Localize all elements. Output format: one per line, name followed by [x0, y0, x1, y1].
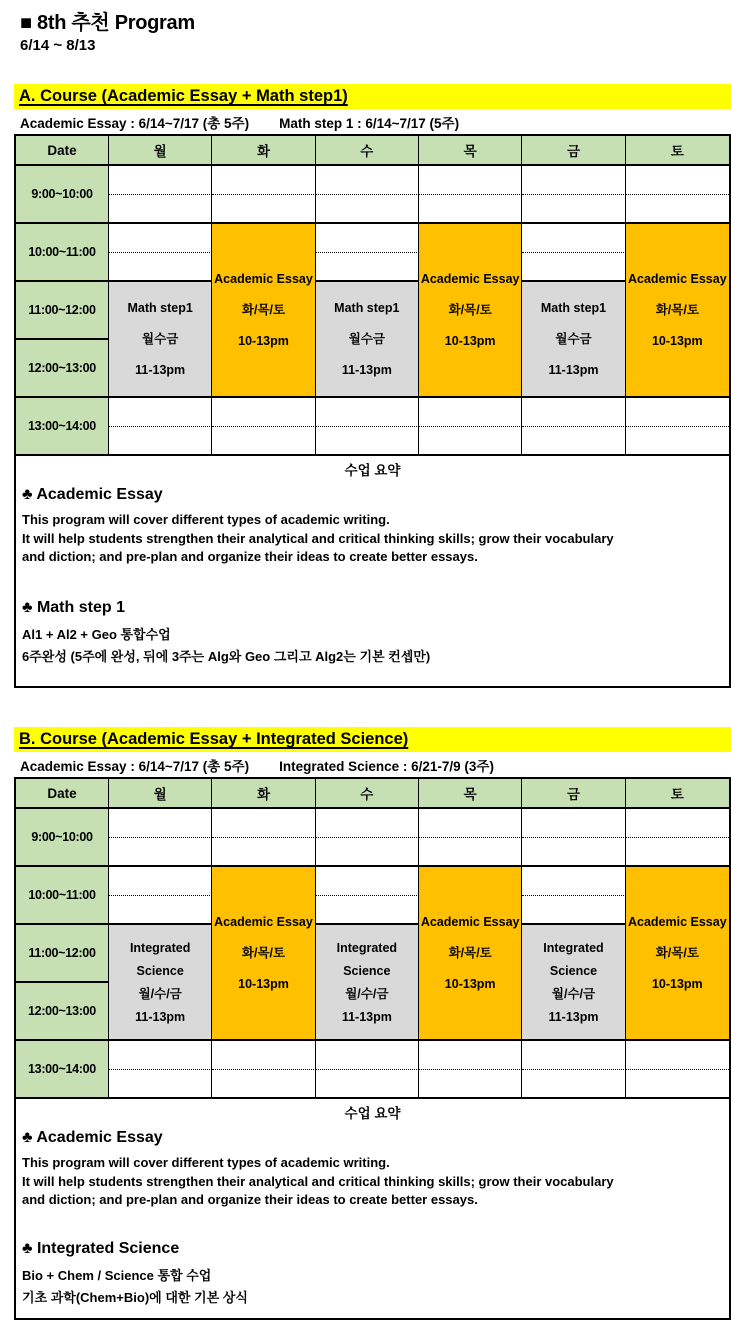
empty-slot	[626, 427, 729, 456]
block-line: Math step1	[334, 301, 400, 315]
block-line: 11-13pm	[135, 1009, 186, 1024]
empty-slot	[419, 166, 522, 195]
summary-text-line: and diction; and pre-plan and organize their ideas to create better essays.	[22, 549, 478, 564]
empty-slot	[109, 838, 212, 867]
block-line: 10-13pm	[651, 977, 703, 991]
class-block-academic-essay	[626, 224, 729, 398]
empty-slot	[316, 398, 419, 427]
class-block-math	[522, 282, 625, 398]
empty-slot	[109, 166, 212, 195]
summary-heading-academic-essay: ♣ Academic Essay	[22, 1129, 163, 1146]
empty-slot	[316, 253, 419, 282]
course-b-note-right: Integrated Science : 6/21-7/9 (3주)	[279, 759, 494, 774]
summary-text-line: and diction; and pre-plan and organize their ideas to create better essays.	[22, 1192, 478, 1207]
block-line: 11-13pm	[341, 363, 392, 377]
block-line: 월/수/금	[345, 986, 389, 1001]
block-line: Integrated	[129, 940, 191, 955]
empty-slot	[109, 253, 212, 282]
block-line: 월수금	[142, 332, 179, 346]
summary-text-line: 6주완성 (5주에 완성, 뒤에 3주는 Alg와 Geo 그리고 Alg2는 기본 컨셉만)	[22, 648, 431, 664]
empty-slot	[522, 867, 625, 896]
column-header-tue: 화	[212, 779, 315, 809]
class-block-academic-essay	[212, 224, 315, 398]
course-a-panel	[14, 134, 731, 688]
empty-slot	[212, 427, 315, 456]
empty-slot	[109, 809, 212, 838]
column-header-tue: 화	[212, 136, 315, 166]
empty-slot	[109, 896, 212, 925]
summary-title: 수업 요약	[344, 1106, 401, 1121]
block-line: 11-13pm	[548, 1009, 599, 1024]
empty-slot	[109, 224, 212, 253]
block-line: 10-13pm	[238, 334, 289, 348]
time-slot-label: 9:00~10:00	[16, 166, 109, 224]
summary-text-line: Al1 + Al2 + Geo 통합수업	[22, 626, 171, 642]
block-line: Academic Essay	[627, 272, 727, 286]
empty-slot	[419, 195, 522, 224]
summary-heading-academic-essay: ♣ Academic Essay	[22, 486, 163, 503]
column-header-date: Date	[16, 136, 109, 166]
empty-slot	[316, 1070, 419, 1099]
empty-slot	[522, 838, 625, 867]
empty-slot	[316, 224, 419, 253]
empty-slot	[626, 838, 729, 867]
block-line: 10-13pm	[444, 334, 496, 348]
empty-slot	[316, 867, 419, 896]
block-line: 11-13pm	[135, 363, 186, 377]
course-a-heading: A. Course (Academic Essay + Math step1)	[19, 87, 348, 105]
block-line: 화/목/토	[241, 303, 286, 317]
column-header-sat: 토	[626, 136, 729, 166]
block-line: 10-13pm	[651, 334, 703, 348]
class-block-integrated-science	[522, 925, 625, 1041]
empty-slot	[522, 1070, 625, 1099]
summary-heading-math: ♣ Math step 1	[22, 598, 125, 616]
empty-slot	[212, 838, 315, 867]
block-line: 10-13pm	[444, 977, 496, 991]
summary-text-line: It will help students strengthen their analytical and critical thinking skills; grow their vocabulary	[22, 530, 614, 546]
empty-slot	[316, 195, 419, 224]
time-slot-label: 11:00~12:00	[16, 282, 109, 340]
block-line: 11-13pm	[341, 1009, 392, 1024]
empty-slot	[316, 427, 419, 456]
course-a-schedule-note	[20, 112, 459, 132]
empty-slot	[626, 166, 729, 195]
time-slot-label: 9:00~10:00	[16, 809, 109, 867]
empty-slot	[109, 1070, 212, 1099]
class-block-academic-essay	[212, 867, 315, 1041]
block-line: 화/목/토	[241, 946, 286, 960]
column-header-thu: 목	[419, 779, 522, 809]
class-block-math	[316, 282, 419, 398]
block-line: Math step1	[540, 301, 607, 315]
empty-slot	[419, 1070, 522, 1099]
time-slot-label: 12:00~13:00	[16, 983, 109, 1041]
empty-slot	[419, 1041, 522, 1070]
empty-slot	[522, 427, 625, 456]
empty-slot	[109, 867, 212, 896]
empty-slot	[522, 896, 625, 925]
summary-text-line: This program will cover different types of academic writing.	[22, 1155, 390, 1170]
time-slot-label: 10:00~11:00	[16, 867, 109, 925]
block-line: 월/수/금	[551, 986, 596, 1001]
column-header-thu: 목	[419, 136, 522, 166]
block-line: Science	[549, 963, 598, 978]
class-block-math	[109, 282, 212, 398]
class-block-academic-essay	[419, 224, 522, 398]
time-slot-label: 12:00~13:00	[16, 340, 109, 398]
block-line: 월수금	[555, 332, 592, 346]
block-line: Academic Essay	[627, 915, 727, 929]
course-b-panel	[14, 777, 731, 1320]
empty-slot	[316, 896, 419, 925]
block-line: Math step1	[127, 301, 193, 315]
block-line: 10-13pm	[238, 977, 289, 991]
empty-slot	[109, 398, 212, 427]
time-slot-label: 10:00~11:00	[16, 224, 109, 282]
time-slot-label: 13:00~14:00	[16, 1041, 109, 1099]
empty-slot	[522, 1041, 625, 1070]
empty-slot	[212, 809, 315, 838]
summary-text-line: It will help students strengthen their analytical and critical thinking skills; grow their vocabulary	[22, 1173, 614, 1189]
empty-slot	[109, 195, 212, 224]
empty-slot	[316, 838, 419, 867]
empty-slot	[419, 809, 522, 838]
column-header-fri: 금	[522, 779, 625, 809]
summary-heading-integrated-science: ♣ Integrated Science	[22, 1239, 180, 1257]
class-block-academic-essay	[626, 867, 729, 1041]
block-line: Academic Essay	[420, 272, 520, 286]
block-line: Integrated	[336, 940, 398, 955]
course-b-heading-bar	[14, 727, 731, 752]
empty-slot	[212, 1041, 315, 1070]
time-slot-label: 11:00~12:00	[16, 925, 109, 983]
block-line: Science	[136, 963, 184, 978]
empty-slot	[212, 166, 315, 195]
column-header-sat: 토	[626, 779, 729, 809]
class-block-integrated-science	[316, 925, 419, 1041]
course-a-heading-bar	[14, 84, 731, 109]
time-slot-label: 13:00~14:00	[16, 398, 109, 456]
block-line: 화/목/토	[448, 946, 492, 960]
block-line: Academic Essay	[214, 272, 313, 286]
empty-slot	[522, 398, 625, 427]
summary-text-line: 기초 과학(Chem+Bio)에 대한 기본 상식	[22, 1289, 248, 1305]
course-a-summary	[16, 456, 729, 668]
empty-slot	[626, 1041, 729, 1070]
class-block-academic-essay	[419, 867, 522, 1041]
block-line: Academic Essay	[214, 915, 313, 929]
empty-slot	[522, 166, 625, 195]
block-line: Science	[343, 963, 391, 978]
program-date-range: 6/14 ~ 8/13	[20, 37, 96, 54]
empty-slot	[626, 1070, 729, 1099]
empty-slot	[419, 838, 522, 867]
empty-slot	[522, 253, 625, 282]
empty-slot	[212, 398, 315, 427]
empty-slot	[212, 1070, 315, 1099]
summary-text-line: Bio + Chem / Science 통합 수업	[22, 1267, 212, 1283]
block-line: Integrated	[543, 940, 604, 955]
column-header-wed: 수	[316, 136, 419, 166]
course-b-timetable	[16, 779, 729, 1099]
class-block-integrated-science	[109, 925, 212, 1041]
summary-title: 수업 요약	[344, 463, 401, 478]
column-header-mon: 월	[109, 136, 212, 166]
block-line: 11-13pm	[548, 363, 599, 377]
course-a-note-right: Math step 1 : 6/14~7/17 (5주)	[279, 116, 460, 131]
empty-slot	[316, 809, 419, 838]
column-header-mon: 월	[109, 779, 212, 809]
block-line: 화/목/토	[655, 303, 699, 317]
column-header-fri: 금	[522, 136, 625, 166]
column-header-date: Date	[16, 779, 109, 809]
empty-slot	[626, 195, 729, 224]
empty-slot	[626, 398, 729, 427]
summary-text-line: This program will cover different types of academic writing.	[22, 512, 390, 527]
block-line: 월/수/금	[138, 986, 182, 1001]
empty-slot	[522, 809, 625, 838]
course-b-note-left: Academic Essay : 6/14~7/17 (총 5주)	[20, 759, 250, 774]
empty-slot	[316, 1041, 419, 1070]
course-a-timetable	[16, 136, 729, 456]
column-header-wed: 수	[316, 779, 419, 809]
page-title: ■ 8th 추천 Program	[20, 12, 195, 34]
empty-slot	[109, 427, 212, 456]
block-line: 화/목/토	[655, 946, 699, 960]
block-line: Academic Essay	[420, 915, 520, 929]
empty-slot	[626, 809, 729, 838]
course-b-heading: B. Course (Academic Essay + Integrated Science)	[19, 730, 409, 748]
course-b-schedule-note	[20, 755, 494, 775]
course-b-summary	[16, 1099, 729, 1309]
empty-slot	[522, 224, 625, 253]
empty-slot	[419, 398, 522, 427]
empty-slot	[316, 166, 419, 195]
empty-slot	[109, 1041, 212, 1070]
block-line: 월수금	[348, 332, 385, 346]
empty-slot	[419, 427, 522, 456]
block-line: 화/목/토	[448, 303, 492, 317]
course-a-note-left: Academic Essay : 6/14~7/17 (총 5주)	[20, 116, 250, 131]
empty-slot	[522, 195, 625, 224]
empty-slot	[212, 195, 315, 224]
